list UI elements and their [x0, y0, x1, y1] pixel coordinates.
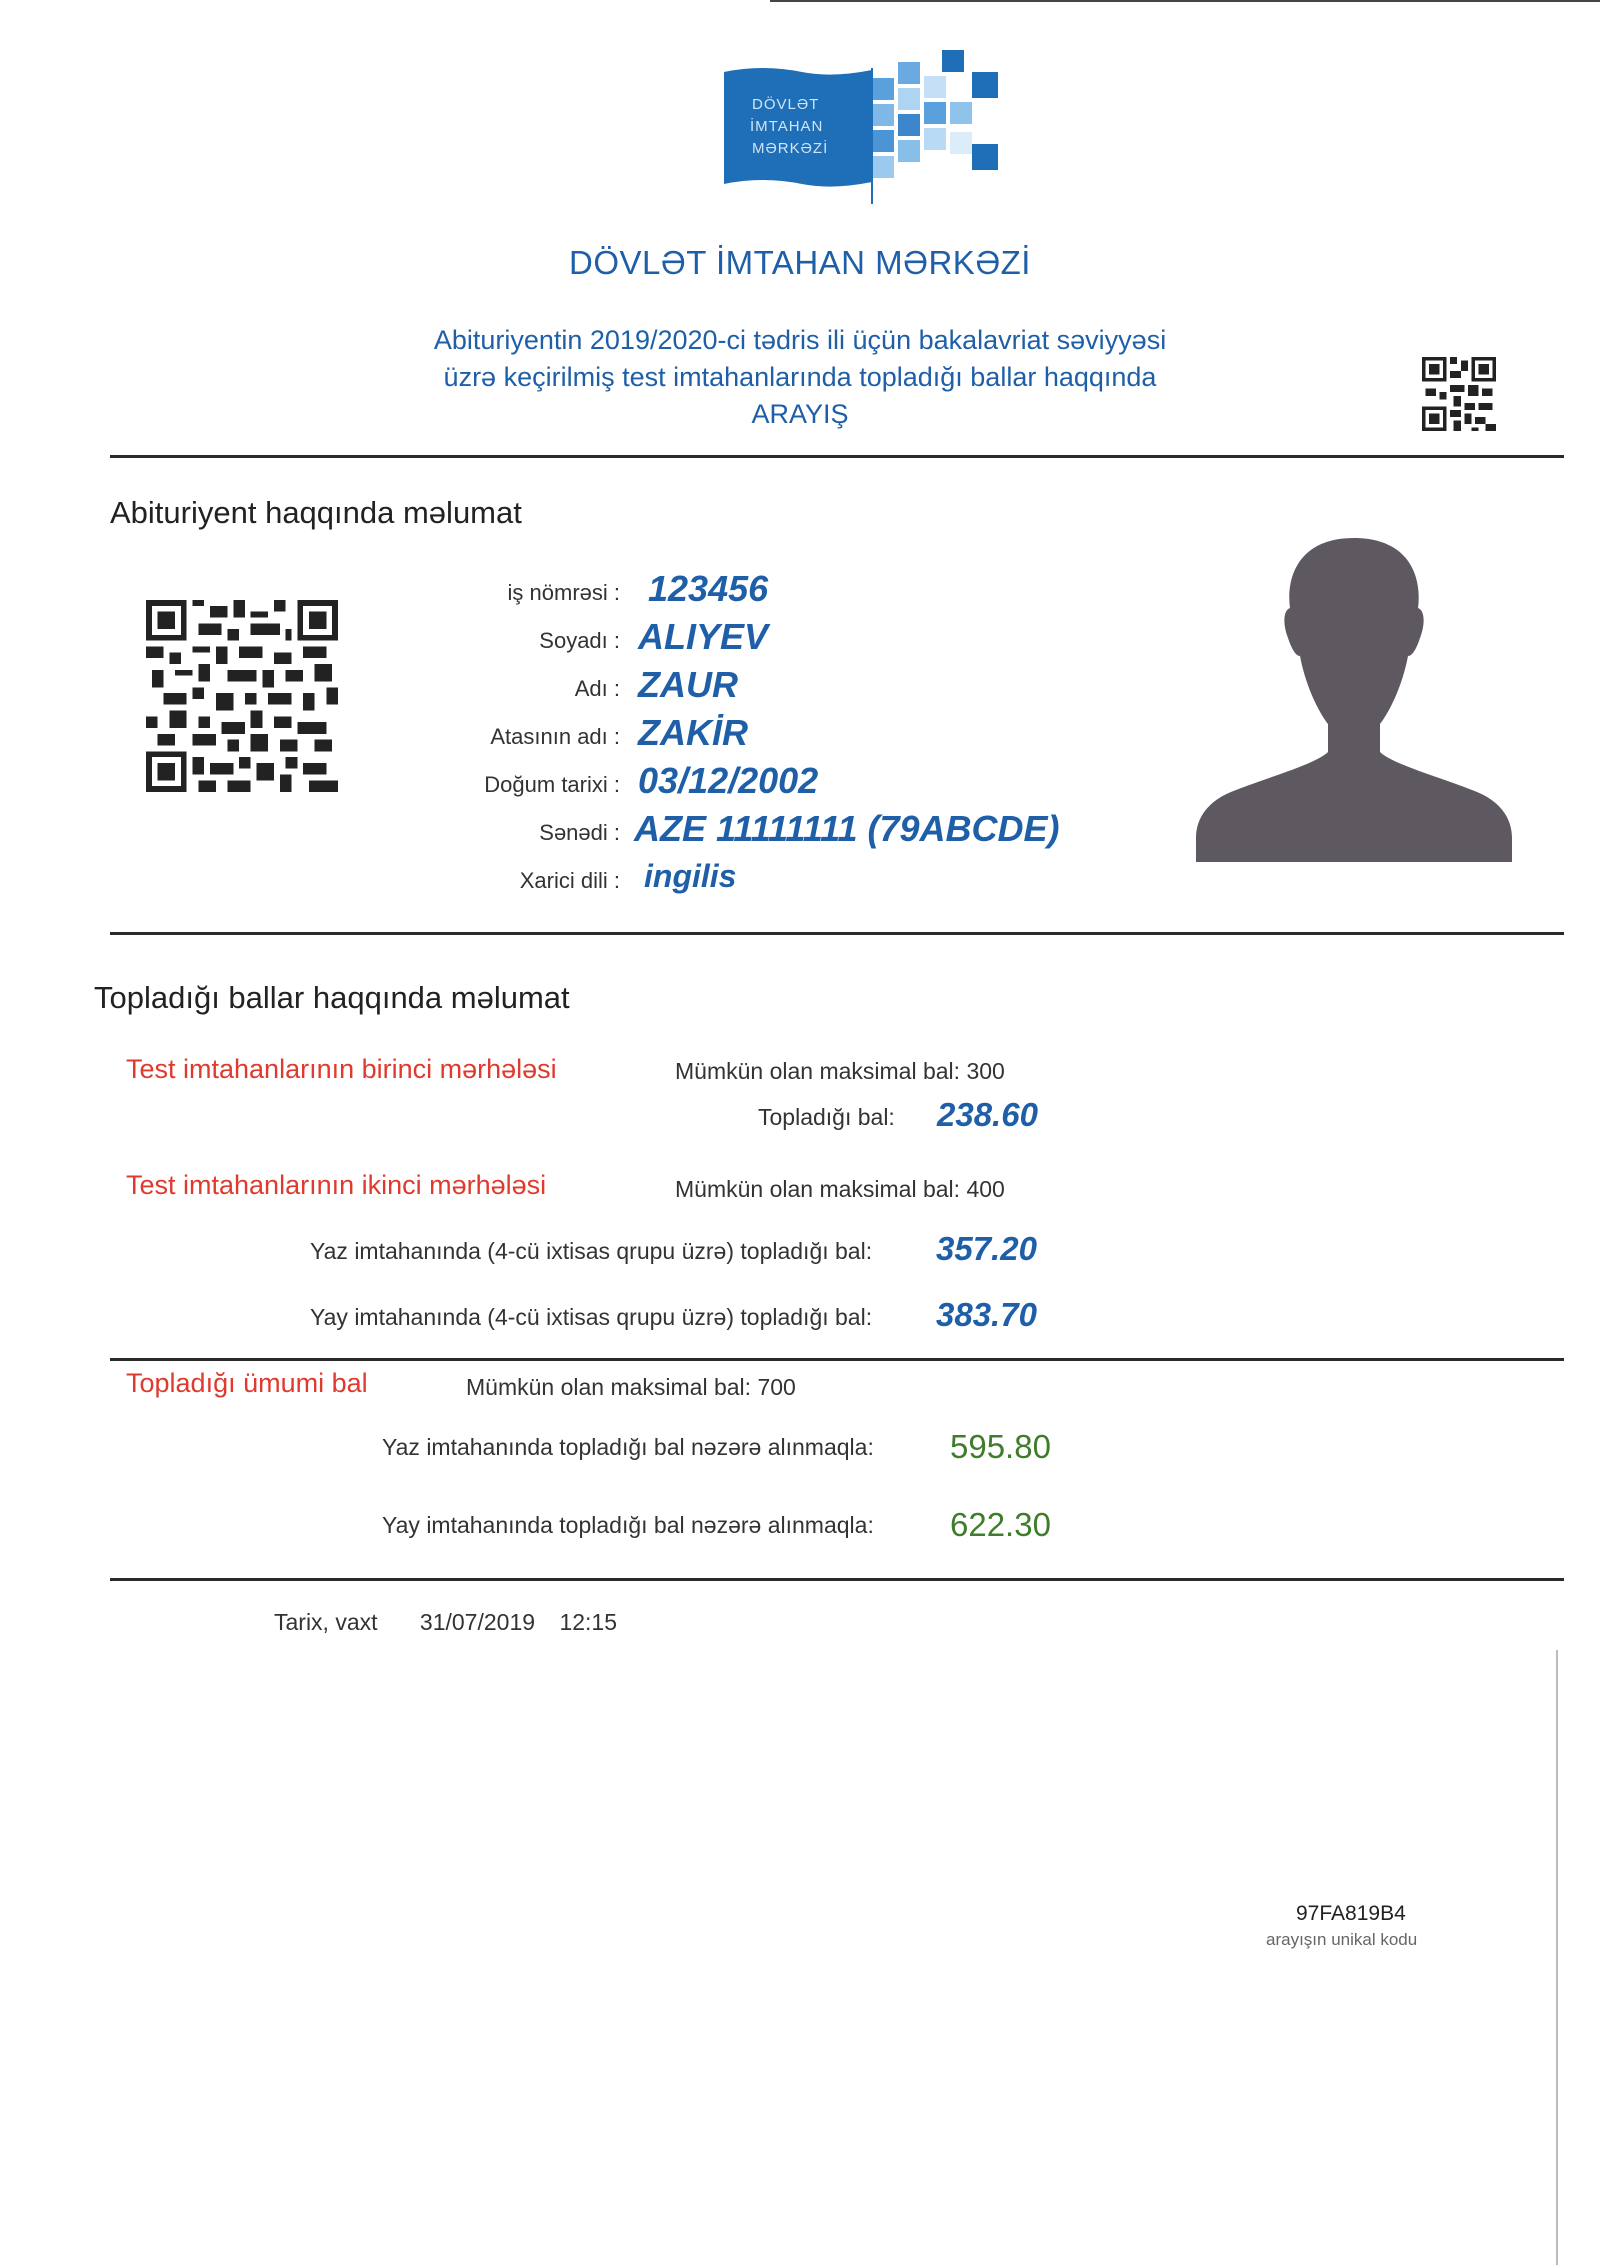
field-value-birth-date: 03/12/2002 — [638, 760, 819, 801]
field-label: Adı : — [574, 676, 620, 701]
stage2-summer-label: Yaz imtahanında (4-cü ixtisas qrupu üzrə) topladığı bal: — [310, 1238, 873, 1264]
stage2-summer-score: 357.20 — [936, 1230, 1037, 1267]
issue-date: 31/07/2019 — [419, 1609, 536, 1635]
divider-applicant — [110, 932, 1564, 935]
field-birth-date — [380, 758, 1280, 806]
top-edge-line — [770, 0, 1600, 2]
qr-code-small — [1422, 356, 1496, 432]
field-father-name — [380, 710, 1280, 758]
section-title-scores: Topladığı ballar haqqında məlumat — [94, 980, 570, 1015]
field-label: Doğum tarixi : — [484, 772, 620, 797]
field-value-foreign-language: ingilis — [644, 858, 737, 894]
issue-time: 12:15 — [559, 1609, 617, 1635]
issue-datetime — [274, 1609, 617, 1636]
field-value-father-name: ZAKİR — [638, 712, 748, 753]
stage2-autumn-label: Yay imtahanında (4-cü ixtisas qrupu üzrə) topladığı bal: — [310, 1304, 873, 1330]
field-value-surname: ALIYEV — [638, 616, 769, 657]
total-autumn-label: Yay imtahanında topladığı bal nəzərə alınmaqla: — [382, 1512, 874, 1538]
unique-code-caption: arayışın unikal kodu — [1266, 1930, 1418, 1949]
right-edge-line — [1556, 1650, 1558, 2265]
logo-text-line2: İMTAHAN — [750, 118, 824, 135]
total-summer-score: 595.80 — [950, 1428, 1051, 1465]
section-title-applicant: Abituriyent haqqında məlumat — [110, 495, 522, 530]
field-value-name: ZAUR — [638, 664, 738, 705]
stage2-autumn-score: 383.70 — [936, 1296, 1037, 1333]
field-surname — [380, 614, 1280, 662]
qr-code-large — [146, 598, 338, 794]
qr-code-large-icon — [146, 598, 338, 794]
document-title-line3: ARAYIŞ — [751, 399, 849, 429]
dim-logo — [722, 48, 1002, 204]
issue-date-label: Tarix, vaxt — [274, 1609, 378, 1635]
unique-code: 97FA819B4 — [1296, 1902, 1406, 1925]
field-document — [380, 806, 1280, 854]
field-value-case-number: 123456 — [648, 568, 769, 609]
field-label: Soyadı : — [539, 628, 620, 653]
qr-code-small-icon — [1422, 356, 1496, 432]
logo-text-line3: MƏRKƏZİ — [752, 140, 829, 157]
stage2-max-text: Mümkün olan maksimal bal: 400 — [675, 1176, 1005, 1202]
divider-total — [110, 1578, 1564, 1581]
total-max-text: Mümkün olan maksimal bal: 700 — [466, 1374, 796, 1400]
total-summer-label: Yaz imtahanında topladığı bal nəzərə alınmaqla: — [382, 1434, 874, 1460]
total-label: Topladığı ümumi bal — [126, 1368, 368, 1398]
document-title-line1: Abituriyentin 2019/2020-ci tədris ili üçün bakalavriat səviyyəsi — [433, 325, 1167, 355]
person-silhouette-icon — [1196, 538, 1512, 862]
field-label: Sənədi : — [539, 820, 620, 845]
stage1-score-label: Topladığı bal: — [758, 1104, 895, 1130]
logo-text-line1: DÖVLƏT — [752, 96, 820, 113]
org-name: DÖVLƏT İMTAHAN MƏRKƏZİ — [569, 244, 1031, 281]
divider-stage2 — [110, 1358, 1564, 1361]
stage1-score: 238.60 — [937, 1096, 1038, 1133]
field-foreign-language — [380, 854, 1280, 902]
field-label: iş nömrəsi : — [507, 580, 620, 605]
document-title-line2: üzrə keçirilmiş test imtahanlarında topladığı ballar haqqında — [443, 362, 1157, 392]
applicant-photo-placeholder — [1196, 538, 1512, 862]
total-autumn-score: 622.30 — [950, 1506, 1051, 1543]
field-label: Xarici dili : — [519, 868, 620, 893]
divider-header — [110, 455, 1564, 458]
stage2-label: Test imtahanlarının ikinci mərhələsi — [126, 1170, 547, 1200]
stage1-label: Test imtahanlarının birinci mərhələsi — [126, 1054, 557, 1084]
stage1-max-text: Mümkün olan maksimal bal: 300 — [675, 1058, 1005, 1084]
field-case-number — [380, 566, 1280, 614]
field-name — [380, 662, 1280, 710]
field-label: Atasının adı : — [490, 724, 620, 749]
document-title — [400, 322, 1200, 433]
field-value-document: AZE 11111111 (79ABCDE) — [634, 808, 1060, 849]
